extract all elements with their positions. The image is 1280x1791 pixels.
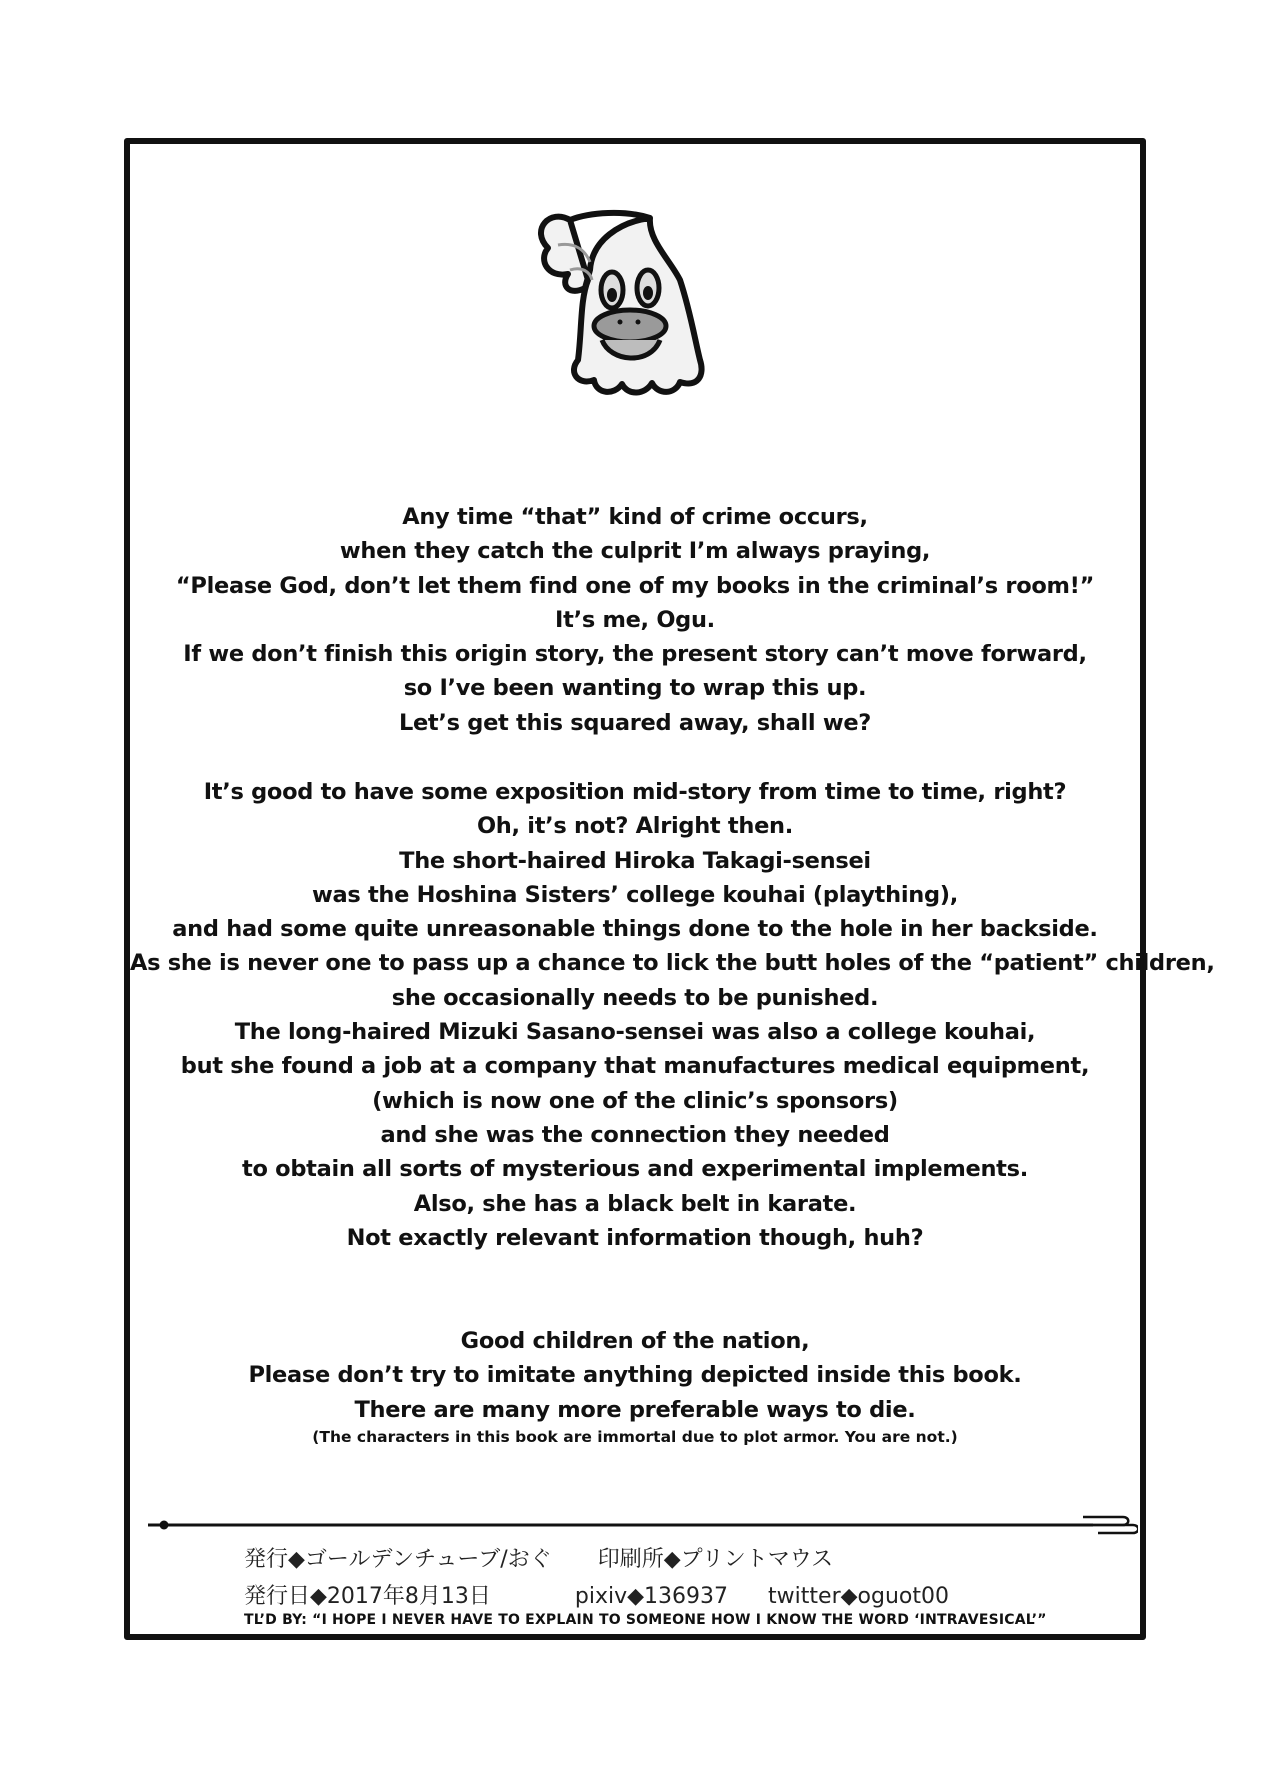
- text-line: she occasionally needs to be punished.: [391, 984, 879, 1011]
- publish-date: 発行日◆2017年8月13日: [244, 1584, 491, 1609]
- text-line: and had some quite unreasonable things done to the hole in her backside.: [172, 916, 1098, 943]
- text-line: It’s good to have some exposition mid-story from time to time, right?: [203, 779, 1067, 805]
- text-line: (which is now one of the clinic’s sponsors): [372, 1087, 898, 1114]
- text-line: As she is never one to pass up a chance to lick the butt holes of the “patient” children,: [130, 950, 1215, 977]
- date-line: [244, 1579, 949, 1610]
- text-line: If we don’t finish this origin story, the present story can’t move forward,: [183, 641, 1087, 668]
- text-line: so I’ve been wanting to wrap this up.: [403, 675, 867, 702]
- text-line: when they catch the culprit I’m always praying,: [339, 538, 931, 565]
- text-line: Any time “that” kind of crime occurs,: [402, 504, 868, 530]
- text-line: to obtain all sorts of mysterious and experimental implements.: [242, 1156, 1028, 1183]
- ogu-mascot-icon: [530, 200, 720, 400]
- disclaimer-note: (The characters in this book are immortal due to plot armor. You are not.): [312, 1428, 958, 1446]
- text-line: Oh, it’s not? Alright then.: [476, 813, 794, 840]
- text-line: was the Hoshina Sisters’ college kouhai (plaything),: [311, 881, 959, 908]
- text-line: It’s me, Ogu.: [555, 606, 715, 633]
- ornamental-divider: [148, 1512, 1138, 1542]
- text-line: Good children of the nation,: [460, 1328, 810, 1354]
- text-line: Please don’t try to imitate anything depicted inside this book.: [248, 1362, 1022, 1389]
- warning-paragraph: [130, 1324, 1140, 1427]
- text-line: Not exactly relevant information though, huh?: [346, 1224, 924, 1251]
- pixiv-id: pixiv◆136937: [574, 1584, 729, 1609]
- text-line: and she was the connection they needed: [380, 1121, 890, 1148]
- text-line: “Please God, don’t let them find one of my books in the criminal’s room!”: [175, 572, 1095, 599]
- intro-paragraph: [130, 500, 1140, 740]
- text-line: Also, she has a black belt in karate.: [413, 1190, 857, 1217]
- publisher-text: 発行◆ゴールデンチューブ/おぐ: [244, 1547, 552, 1572]
- exposition-paragraph: [130, 775, 1215, 1255]
- printer-text: 印刷所◆プリントマウス: [597, 1547, 834, 1572]
- text-line: The long-haired Mizuki Sasano-sensei was also a college kouhai,: [234, 1019, 1036, 1046]
- text-line: The short-haired Hiroka Takagi-sensei: [399, 847, 871, 874]
- text-line: but she found a job at a company that manufactures medical equipment,: [180, 1053, 1090, 1080]
- twitter-handle: twitter◆oguot00: [768, 1584, 949, 1609]
- publisher-line: [244, 1542, 833, 1573]
- text-line: Let’s get this squared away, shall we?: [398, 709, 872, 736]
- translator-note: TL’D BY: “I HOPE I NEVER HAVE TO EXPLAIN TO SOMEONE HOW I KNOW THE WORD ‘INTRAVESICAL’”: [244, 1612, 1047, 1628]
- text-line: There are many more preferable ways to die.: [354, 1396, 916, 1423]
